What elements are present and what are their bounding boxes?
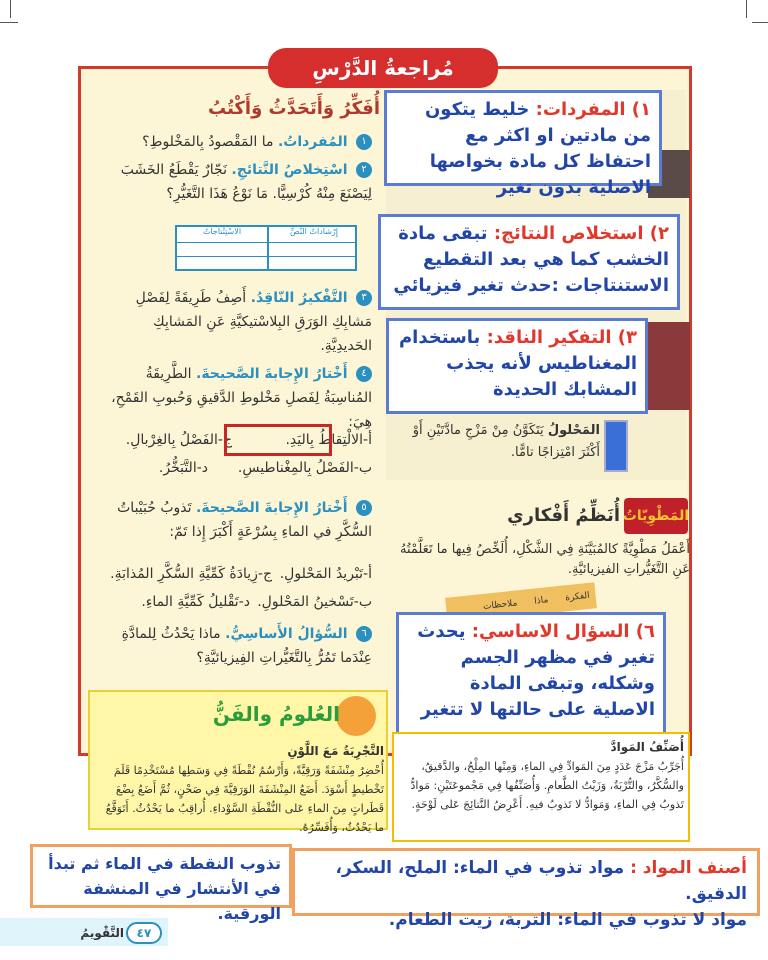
question-3: ٣ التَّفْكيرُ النّاقِدُ. أَصِفُ طَرِيقَةً لِفَصْلِ مَشابِكِ الوَرَقِ البِلاسْتيكيَّةِ عَنِ المَشابِكِ الحَديدِيَّةِ. [135,290,372,354]
lesson-review-banner: مُراجعةُ الدَّرْسِ [268,48,498,88]
footer-section-label: التَّقْويمُ [80,926,124,940]
q5-option-d: د-تَقْليلُ كَمِّيَّةِ الماءِ. [141,594,250,610]
crop-mark [10,0,11,18]
answer-6-overlay: ٦) السؤال الاساسي: يحدث تغير في مظهر الجسم وشكله، وتبقى المادة الاصلية على حالتها لا تتغير [396,612,666,736]
crop-mark [752,22,768,23]
q4-option-b: ب-الفَصْلُ بِالمِغْناطيسِ. [237,460,372,476]
science-art-text: التَّجْرِبَةُ مَعَ اللَّوْنِ أُحْضِرُ مِنْشَفَةً وَرَقِيَّةً، وَأَرْسُمُ نُقْطَةً فِي وَسَطِها مُسْتَخْدِمًا قَلَمَ تَخْطيطٍ أَسْوَدَ. أَضَعُ المِنْشَفَةَ الوَرَقِيَّةَ فِي صَحْنٍ، ثُمَّ أَضَعُ بِضْعَ قَطَراتٍ مِنَ الماءِ عَلى النُّقْطَةِ السَّوْداءِ. أُراقِبُ ما يَحْدُثُ. أَتَوَقَّعُ ما يَحْدُثُ، وَأُفَسِّرُهُ. [105,744,384,834]
crop-mark [746,0,747,18]
q4-option-c: ج-الفَصْلُ بِالغِرْبالِ. [125,432,232,448]
question-2: ٢ اسْتِخلاصُ النَّتائجِ. نَجّارٌ يَقْطَعُ الخَشَبَ لِيَصْنَعَ مِنْهُ كُرْسِيًّا. مَا نَوْعُ هَذَا التَّغَيُّرِ؟ [120,162,372,202]
crop-mark [0,22,18,23]
answer-1-overlay: ١) المفردات: خليط يتكون من مادتين او اكثر مع احتفاظ كل مادة بخواصها الاصلية بدون تغير [384,90,662,186]
q4-option-a: أ-الالْتِقاطُ بِاليَدِ. [285,432,372,448]
q4-option-d: د-التَّبَخُّرُ. [158,460,208,476]
foldable-image: الفكرة ماذا ملاحظات [445,582,597,624]
table-header-conclusions: الاسْتِنْتاجاتُ [202,227,242,236]
classify-text: أُصَنِّفُ المَوادَّ أُجَرِّبُ مَزْجَ عَدَدٍ مِنَ المَوادِّ فِي الماءِ، وَمِنْها المِلْحُ، والدَّقيقُ، والسُّكَّرُ، والتُّرْبَةُ، وَزَيْتُ الطَّعامِ. وَأُصَنِّفُها فِي مَجْموعَتَيْنِ: مَوادُّ تَذوبُ فِي الماءِ، وَمَوادُّ لا تَذوبُ فيهِ. أَعْرِضُ النَّتائِجَ عَلى لَوْحَةٍ. [410,740,684,811]
palette-icon [336,696,376,736]
glass-of-solution-image [604,420,628,472]
classify-answer-overlay: أصنف المواد : مواد تذوب في الماء: الملح، السكر، الدقيق. مواد لا تذوب في الماء: التربة، زيت الطعام. [292,848,760,916]
answer-2-overlay: ٢) استخلاص النتائج: تبقى مادة الخشب كما هي بعد التقطيع الاستنتاجات :حدث تغير فيزيائي [378,214,680,310]
q4-answer-highlight [224,424,332,456]
foldables-text: أَعْمَلُ مَطْوِيَّةً كالمُبَيَّنَةِ فِي الشَّكْلِ، أُلَخِّصُ فِيها ما تَعَلَّمْتُهُ عَنِ التَّغَيُّراتِ الفيزيائيَّةِ. [399,542,690,577]
science-art-title: العُلومُ والفَنُّ [212,702,340,726]
conclusions-table [175,225,357,271]
q5-option-a: أ-تَبْريدُ المَحْلولِ. [279,566,372,582]
question-6: ٦ السُّؤالُ الأَساسِيُّ. ماذا يَحْدُثُ لِلمادَّةِ عِنْدَما تَمُرُّ بِالتَّغَيُّراتِ الفِيزيائيَّةِ؟ [121,626,372,666]
foldables-title: أُنَظِّمُ أَفْكاري [507,505,620,526]
page-number: ٤٧ [126,922,162,944]
think-talk-write-heading: أُفَكِّرُ وَأَتَحَدَّثُ وَأَكْتُبُ [208,98,380,119]
q5-option-b: ب-تَسْخينُ المَحْلولِ. [257,594,372,610]
answer-3-overlay: ٣) التفكير الناقد: باستخدام المغناطيس لأنه يجذب المشابك الحديدة [386,318,648,414]
table-header-text-clues: إِرْشاداتُ النَّصِّ [290,227,338,236]
foldables-logo: المَطْوِيّاتُ [624,498,688,534]
q5-option-c: ج-زِيادَةُ كَمِّيَّةِ السُّكَّرِ المُذابَةِ. [110,566,272,582]
question-4: ٤ أَخْتارُ الإِجابةَ الصَّحيحةَ. الطَّرِيقَةُ المُناسِبَةُ لِفَصلِ مَخْلوطِ الدَّقيقِ وَحُبوبِ القَمْحِ، هِيَ: [111,366,372,430]
solution-summary: المَحْلولُ يَتَكَوَّنُ مِنْ مَزْجِ مادَّتَيْنِ أَوْ أَكْثَرَ امْتِزاجًا تامًّا. [412,423,600,460]
science-art-answer-overlay: تذوب النقطة في الماء ثم تبدأ في الأنتشار في المنشفة الورقية. [30,844,292,908]
clips-photo [648,322,690,410]
question-1: ١ المُفرداتُ. ما المَقْصودُ بِالمَخْلوطِ؟ [100,130,372,154]
question-5: ٥ أَخْتارُ الإِجابةَ الصَّحيحةَ. تَذوبُ حُبَيْباتُ السُّكَّرِ في الماءِ بِسُرْعَةٍ أَكْبَرَ إِذا تَمّ: [117,500,372,540]
